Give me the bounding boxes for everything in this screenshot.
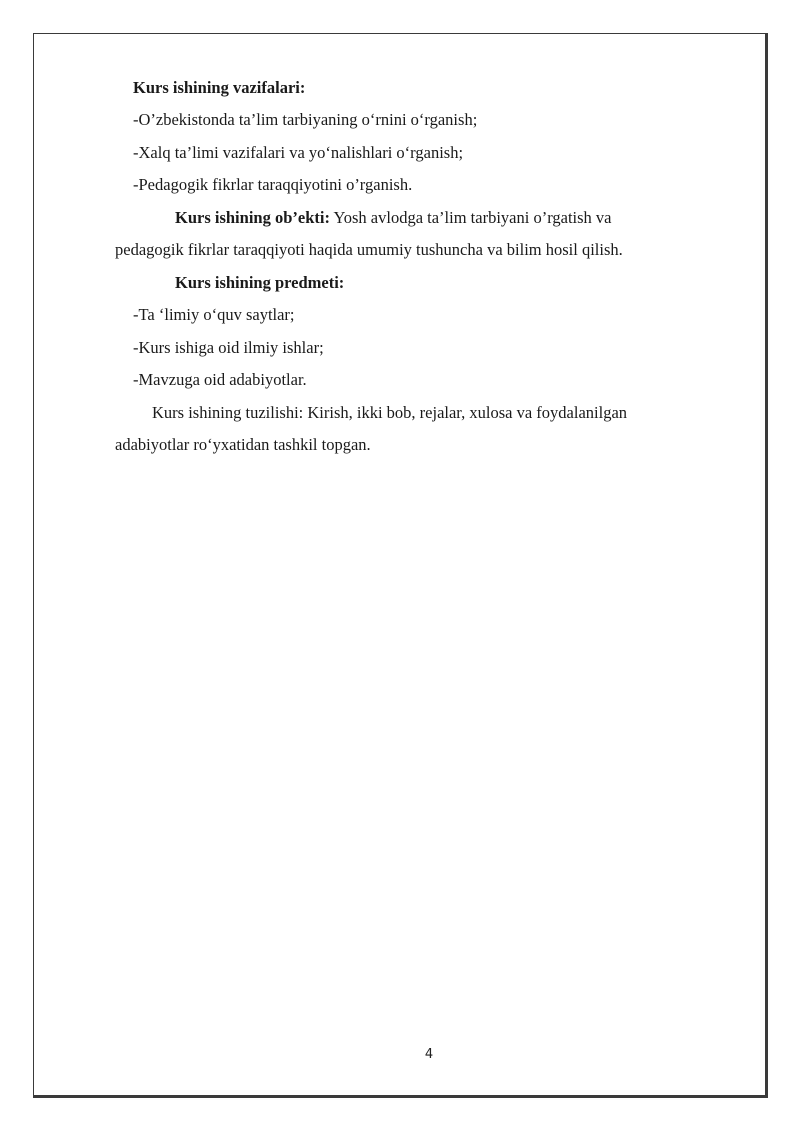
tuzilishi-paragraph-line: adabiyotlar ro‘yxatidan tashkil topgan. <box>115 435 371 454</box>
obekti-heading: Kurs ishining ob’ekti: <box>175 208 330 227</box>
obekti-text: Yosh avlodga ta’lim tarbiyani o’rgatish va <box>329 208 612 227</box>
vazifalar-heading: Kurs ishining vazifalari: <box>133 78 306 97</box>
page-number: 4 <box>424 1047 434 1062</box>
predmeti-heading: Kurs ishining predmeti: <box>175 273 345 292</box>
vazifalar-item: -O’zbekistonda ta’lim tarbiyaning o‘rnini o‘rganish; <box>133 110 478 129</box>
obekti-text-continued: pedagogik fikrlar taraqqiyoti haqida umumiy tushuncha va bilim hosil qilish. <box>115 240 623 259</box>
predmeti-item: -Ta ‘limiy o‘quv saytlar; <box>133 305 295 324</box>
vazifalar-item: -Pedagogik fikrlar taraqqiyotini o’rganish. <box>133 175 413 194</box>
predmeti-item: -Mavzuga oid adabiyotlar. <box>133 370 307 389</box>
tuzilishi-paragraph-line: Kurs ishining tuzilishi: Kirish, ikki bob, rejalar, xulosa va foydalanilgan <box>152 403 628 422</box>
obekti-paragraph-line <box>175 202 612 235</box>
vazifalar-item: -Xalq ta’limi vazifalari va yo‘nalishlari o‘rganish; <box>133 143 464 162</box>
predmeti-item: -Kurs ishiga oid ilmiy ishlar; <box>133 338 324 357</box>
